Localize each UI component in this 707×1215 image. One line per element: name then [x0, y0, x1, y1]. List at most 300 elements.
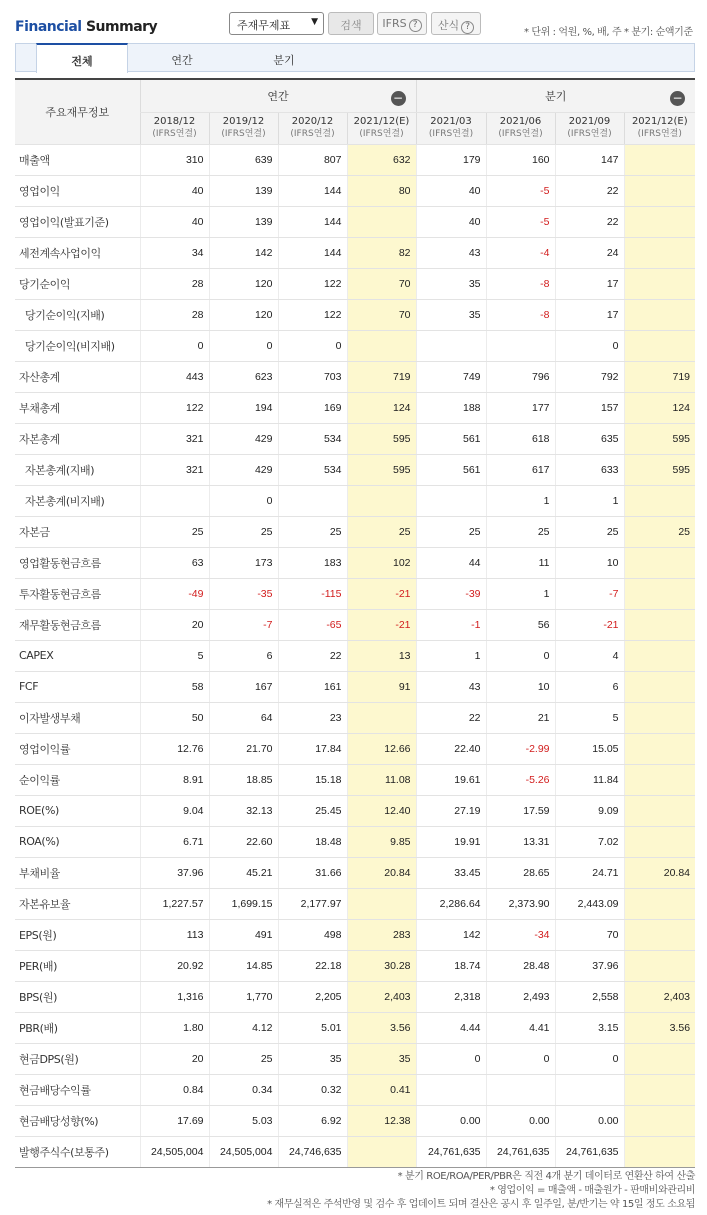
- table-cell: 623: [209, 361, 278, 392]
- table-cell: 2,403: [347, 981, 416, 1012]
- row-label: 자산총계: [15, 361, 140, 392]
- row-label: 현금배당성향(%): [15, 1105, 140, 1136]
- table-cell: 8.91: [140, 764, 209, 795]
- table-cell: -21: [347, 609, 416, 640]
- table-cell: 12.76: [140, 733, 209, 764]
- table-row: [15, 454, 695, 485]
- table-cell: 160: [486, 144, 555, 175]
- table-cell: -21: [555, 609, 624, 640]
- table-cell: 25: [209, 1043, 278, 1074]
- table-cell: 1,227.57: [140, 888, 209, 919]
- table-cell: 169: [278, 392, 347, 423]
- table-cell: [347, 206, 416, 237]
- table-cell: 14.85: [209, 950, 278, 981]
- column-basis: (IFRS연결): [498, 129, 543, 139]
- table-cell: 10: [486, 671, 555, 702]
- table-cell: 15.18: [278, 764, 347, 795]
- table-cell: 0.34: [209, 1074, 278, 1105]
- table-cell: [486, 1074, 555, 1105]
- column-period: 2019/12: [222, 116, 265, 127]
- table-row: [15, 1012, 695, 1043]
- table-cell: 0.00: [416, 1105, 486, 1136]
- tab-annual[interactable]: 연간: [171, 54, 193, 67]
- row-label: FCF: [15, 671, 140, 702]
- row-label: 세전계속사업이익: [15, 237, 140, 268]
- table-cell: -5: [486, 206, 555, 237]
- chevron-down-icon: ▼: [311, 17, 318, 27]
- ifrs-help-button[interactable]: [377, 12, 427, 35]
- table-row: [15, 299, 695, 330]
- table-cell: [347, 485, 416, 516]
- table-row: [15, 361, 695, 392]
- table-cell: -5.26: [486, 764, 555, 795]
- annual-group-label: 연간: [267, 89, 289, 103]
- table-cell: 561: [416, 454, 486, 485]
- row-label: 당기순이익(비지배): [15, 330, 140, 361]
- table-row: [15, 857, 695, 888]
- table-cell: 1,770: [209, 981, 278, 1012]
- table-cell: [624, 268, 695, 299]
- table-cell: 50: [140, 702, 209, 733]
- table-cell: 25: [209, 516, 278, 547]
- table-row: [15, 950, 695, 981]
- table-cell: 0: [140, 330, 209, 361]
- table-cell: 719: [624, 361, 695, 392]
- table-cell: [624, 702, 695, 733]
- table-cell: 44: [416, 547, 486, 578]
- column-basis: (IFRS연결): [290, 129, 335, 139]
- table-cell: 13.31: [486, 826, 555, 857]
- table-cell: 617: [486, 454, 555, 485]
- table-cell: 17.84: [278, 733, 347, 764]
- row-label: EPS(원): [15, 919, 140, 950]
- table-cell: -5: [486, 175, 555, 206]
- table-cell: 25: [486, 516, 555, 547]
- table-cell: 11.08: [347, 764, 416, 795]
- table-cell: 113: [140, 919, 209, 950]
- quarter-group-header: [416, 79, 695, 112]
- table-cell: 28.48: [486, 950, 555, 981]
- table-cell: 7.02: [555, 826, 624, 857]
- table-row: [15, 795, 695, 826]
- table-row: [15, 237, 695, 268]
- statement-select[interactable]: [229, 12, 324, 35]
- table-cell: 2,403: [624, 981, 695, 1012]
- table-cell: 0: [486, 1043, 555, 1074]
- table-cell: 5: [555, 702, 624, 733]
- table-cell: 35: [416, 299, 486, 330]
- table-cell: 13: [347, 640, 416, 671]
- table-cell: 139: [209, 175, 278, 206]
- table-cell: 19.91: [416, 826, 486, 857]
- row-label: 자본유보율: [15, 888, 140, 919]
- table-cell: 534: [278, 423, 347, 454]
- table-cell: 188: [416, 392, 486, 423]
- row-label: 영업이익: [15, 175, 140, 206]
- table-cell: 3.15: [555, 1012, 624, 1043]
- table-cell: [347, 1136, 416, 1167]
- table-cell: 0: [209, 485, 278, 516]
- column-basis: (IFRS연결): [152, 129, 197, 139]
- row-label: 부채비율: [15, 857, 140, 888]
- column-period: 2021/12(E): [353, 116, 410, 127]
- table-cell: 144: [278, 237, 347, 268]
- footnote: * 영업이익 = 매출액 - 매출원가 - 판매비와관리비: [489, 1185, 695, 1196]
- table-cell: 17: [555, 299, 624, 330]
- table-cell: 0.00: [486, 1105, 555, 1136]
- table-cell: 40: [416, 175, 486, 206]
- row-label: 영업이익률: [15, 733, 140, 764]
- table-cell: 124: [347, 392, 416, 423]
- footnotes: [267, 1170, 695, 1212]
- column-period: 2021/03: [430, 116, 472, 127]
- table-cell: 5.03: [209, 1105, 278, 1136]
- table-cell: 595: [347, 423, 416, 454]
- table-cell: 22: [416, 702, 486, 733]
- table-cell: 595: [624, 423, 695, 454]
- table-row: [15, 485, 695, 516]
- table-cell: 40: [416, 206, 486, 237]
- table-row: [15, 175, 695, 206]
- table-cell: [278, 485, 347, 516]
- table-cell: 91: [347, 671, 416, 702]
- table-cell: 4.44: [416, 1012, 486, 1043]
- table-row: [15, 671, 695, 702]
- table-cell: [624, 640, 695, 671]
- table-cell: 30.28: [347, 950, 416, 981]
- table-cell: 9.09: [555, 795, 624, 826]
- table-cell: 1: [486, 485, 555, 516]
- table-cell: [624, 330, 695, 361]
- row-label: 매출액: [15, 144, 140, 175]
- table-row: [15, 981, 695, 1012]
- table-cell: 177: [486, 392, 555, 423]
- table-row: [15, 919, 695, 950]
- table-cell: [416, 330, 486, 361]
- table-cell: 5: [140, 640, 209, 671]
- table-cell: 25: [278, 516, 347, 547]
- table-cell: [416, 485, 486, 516]
- row-label: 영업이익(발표기준): [15, 206, 140, 237]
- table-cell: 80: [347, 175, 416, 206]
- table-cell: 28: [140, 299, 209, 330]
- column-basis: (IFRS연결): [567, 129, 612, 139]
- table-row: [15, 1105, 695, 1136]
- table-cell: 122: [140, 392, 209, 423]
- table-cell: 2,443.09: [555, 888, 624, 919]
- table-cell: 37.96: [140, 857, 209, 888]
- table-cell: 1,316: [140, 981, 209, 1012]
- table-cell: 64: [209, 702, 278, 733]
- table-cell: -1: [416, 609, 486, 640]
- table-cell: 144: [278, 175, 347, 206]
- table-cell: 1.80: [140, 1012, 209, 1043]
- table-cell: 24,505,004: [209, 1136, 278, 1167]
- table-cell: 70: [347, 268, 416, 299]
- row-label: 당기순이익(지배): [15, 299, 140, 330]
- row-label: 자본금: [15, 516, 140, 547]
- table-cell: 20.84: [347, 857, 416, 888]
- unit-note: * 단위 : 억원, %, 배, 주 * 분기: 순액기준: [524, 27, 693, 38]
- table-row: [15, 609, 695, 640]
- table-cell: 719: [347, 361, 416, 392]
- table-cell: [624, 764, 695, 795]
- table-row: [15, 206, 695, 237]
- table-cell: [624, 237, 695, 268]
- table-row: [15, 547, 695, 578]
- table-cell: [624, 175, 695, 206]
- table-cell: 144: [278, 206, 347, 237]
- table-row: [15, 423, 695, 454]
- table-cell: [624, 733, 695, 764]
- table-cell: 635: [555, 423, 624, 454]
- table-cell: 124: [624, 392, 695, 423]
- table-cell: 429: [209, 454, 278, 485]
- top-bar: [0, 0, 707, 44]
- row-label: 현금DPS(원): [15, 1043, 140, 1074]
- table-cell: 2,318: [416, 981, 486, 1012]
- table-cell: 595: [624, 454, 695, 485]
- table-cell: 1: [416, 640, 486, 671]
- table-cell: 35: [278, 1043, 347, 1074]
- table-cell: 161: [278, 671, 347, 702]
- table-cell: 0: [416, 1043, 486, 1074]
- footnote: * 재무실적은 주석반영 및 검수 후 업데이트 되며 결산은 공시 후 일주일, 분/반기는 약 15일 정도 소요됨: [267, 1199, 695, 1210]
- table-cell: 6: [555, 671, 624, 702]
- table-cell: 19.61: [416, 764, 486, 795]
- table-cell: 6.71: [140, 826, 209, 857]
- table-cell: 25: [140, 516, 209, 547]
- table-row: [15, 1136, 695, 1167]
- table-cell: 24,746,635: [278, 1136, 347, 1167]
- table-row: [15, 516, 695, 547]
- table-cell: 443: [140, 361, 209, 392]
- formula-label: 산식: [437, 19, 460, 32]
- table-cell: 122: [278, 299, 347, 330]
- row-label: ROA(%): [15, 826, 140, 857]
- table-cell: 0: [486, 640, 555, 671]
- table-cell: [624, 144, 695, 175]
- table-cell: 18.48: [278, 826, 347, 857]
- table-cell: 534: [278, 454, 347, 485]
- column-header: [209, 112, 278, 144]
- table-cell: 45.21: [209, 857, 278, 888]
- table-cell: 429: [209, 423, 278, 454]
- table-cell: 20: [140, 609, 209, 640]
- page-title: [15, 19, 157, 35]
- table-cell: 58: [140, 671, 209, 702]
- table-cell: 633: [555, 454, 624, 485]
- table-row: [15, 144, 695, 175]
- table-cell: 0: [278, 330, 347, 361]
- column-basis: (IFRS연결): [221, 129, 266, 139]
- table-cell: [624, 547, 695, 578]
- table-cell: [624, 671, 695, 702]
- table-cell: [624, 888, 695, 919]
- table-row: [15, 330, 695, 361]
- table-cell: 2,205: [278, 981, 347, 1012]
- table-cell: 21.70: [209, 733, 278, 764]
- table-row: [15, 640, 695, 671]
- table-cell: 20.84: [624, 857, 695, 888]
- table-cell: 142: [416, 919, 486, 950]
- table-cell: -4: [486, 237, 555, 268]
- table-cell: 4.41: [486, 1012, 555, 1043]
- column-header: [140, 112, 209, 144]
- row-label: 현금배당수익률: [15, 1074, 140, 1105]
- table-cell: 3.56: [624, 1012, 695, 1043]
- quarter-group-label: 분기: [545, 89, 567, 103]
- table-cell: 0: [555, 1043, 624, 1074]
- table-cell: 0.41: [347, 1074, 416, 1105]
- search-button[interactable]: [328, 12, 374, 35]
- table-cell: 10: [555, 547, 624, 578]
- table-cell: 122: [278, 268, 347, 299]
- table-cell: 5.01: [278, 1012, 347, 1043]
- table-cell: 70: [347, 299, 416, 330]
- table-cell: 22: [278, 640, 347, 671]
- table-cell: 2,286.64: [416, 888, 486, 919]
- table-cell: [416, 1074, 486, 1105]
- row-label: 부채총계: [15, 392, 140, 423]
- row-label: PBR(배): [15, 1012, 140, 1043]
- table-cell: 11: [486, 547, 555, 578]
- table-cell: [624, 485, 695, 516]
- table-cell: 157: [555, 392, 624, 423]
- table-cell: 173: [209, 547, 278, 578]
- table-cell: 9.04: [140, 795, 209, 826]
- table-cell: [140, 485, 209, 516]
- row-label: 자본총계(비지배): [15, 485, 140, 516]
- row-header: 주요재무정보: [15, 79, 140, 144]
- formula-help-button[interactable]: [431, 12, 481, 35]
- table-cell: 24.71: [555, 857, 624, 888]
- table-row: [15, 888, 695, 919]
- collapse-quarter-icon[interactable]: −: [670, 91, 685, 106]
- table-row: [15, 1074, 695, 1105]
- statement-select-value: 주재무제표: [237, 19, 291, 32]
- table-cell: 18.85: [209, 764, 278, 795]
- table-cell: -34: [486, 919, 555, 950]
- table-cell: 120: [209, 268, 278, 299]
- table-cell: [624, 1043, 695, 1074]
- tab-quarter[interactable]: 분기: [273, 54, 295, 67]
- table-cell: 9.85: [347, 826, 416, 857]
- table-cell: 561: [416, 423, 486, 454]
- table-cell: 24,761,635: [416, 1136, 486, 1167]
- table-row: [15, 764, 695, 795]
- table-cell: 37.96: [555, 950, 624, 981]
- column-basis: (IFRS연결): [637, 129, 682, 139]
- table-cell: 25: [416, 516, 486, 547]
- table-cell: 22.60: [209, 826, 278, 857]
- table-cell: 35: [347, 1043, 416, 1074]
- table-row: [15, 392, 695, 423]
- table-cell: 179: [416, 144, 486, 175]
- table-cell: 17.69: [140, 1105, 209, 1136]
- table-cell: 142: [209, 237, 278, 268]
- table-cell: 21: [486, 702, 555, 733]
- table-cell: [624, 1074, 695, 1105]
- table-cell: 321: [140, 454, 209, 485]
- table-cell: [486, 330, 555, 361]
- column-header: [278, 112, 347, 144]
- table-cell: [624, 826, 695, 857]
- table-cell: 28.65: [486, 857, 555, 888]
- table-cell: 24,505,004: [140, 1136, 209, 1167]
- column-period: 2018/12: [153, 116, 196, 127]
- column-period: 2021/09: [568, 116, 611, 127]
- table-cell: [624, 299, 695, 330]
- table-cell: 498: [278, 919, 347, 950]
- financial-summary-table: [15, 78, 695, 1168]
- column-period: 2021/06: [499, 116, 542, 127]
- table-cell: 70: [555, 919, 624, 950]
- table-cell: 183: [278, 547, 347, 578]
- table-cell: 25: [624, 516, 695, 547]
- table-cell: [624, 1136, 695, 1167]
- table-cell: 167: [209, 671, 278, 702]
- table-cell: 17: [555, 268, 624, 299]
- row-label: 자본총계(지배): [15, 454, 140, 485]
- table-cell: 20: [140, 1043, 209, 1074]
- table-cell: 25.45: [278, 795, 347, 826]
- column-header: [555, 112, 624, 144]
- table-cell: 283: [347, 919, 416, 950]
- table-cell: 321: [140, 423, 209, 454]
- table-cell: 82: [347, 237, 416, 268]
- row-label: CAPEX: [15, 640, 140, 671]
- row-label: BPS(원): [15, 981, 140, 1012]
- table-cell: 56: [486, 609, 555, 640]
- table-cell: 40: [140, 175, 209, 206]
- table-cell: 43: [416, 237, 486, 268]
- collapse-annual-icon[interactable]: −: [391, 91, 406, 106]
- table-cell: -65: [278, 609, 347, 640]
- tab-all[interactable]: 전체: [36, 43, 128, 73]
- table-cell: 0: [209, 330, 278, 361]
- table-cell: 595: [347, 454, 416, 485]
- column-period: 2021/12(E): [631, 116, 688, 127]
- table-cell: [624, 950, 695, 981]
- table-cell: -115: [278, 578, 347, 609]
- question-icon: ?: [461, 21, 474, 34]
- table-cell: 147: [555, 144, 624, 175]
- table-cell: 6.92: [278, 1105, 347, 1136]
- table-cell: 12.38: [347, 1105, 416, 1136]
- table-cell: 12.40: [347, 795, 416, 826]
- tab-bar: [15, 43, 695, 72]
- row-label: 발행주식수(보통주): [15, 1136, 140, 1167]
- table-row: [15, 733, 695, 764]
- table-cell: 23: [278, 702, 347, 733]
- title-part2: Summary: [85, 19, 158, 35]
- footnote: * 분기 ROE/ROA/PER/PBR은 직전 4개 분기 데이터로 연환산 하여 산출: [397, 1171, 695, 1182]
- table-cell: 0.00: [555, 1105, 624, 1136]
- table-cell: -8: [486, 299, 555, 330]
- row-label: 재무활동현금흐름: [15, 609, 140, 640]
- ifrs-label: IFRS: [382, 17, 407, 30]
- table-cell: 139: [209, 206, 278, 237]
- table-cell: 24,761,635: [555, 1136, 624, 1167]
- table-cell: 792: [555, 361, 624, 392]
- table-cell: 24: [555, 237, 624, 268]
- table-cell: -39: [416, 578, 486, 609]
- table-cell: 6: [209, 640, 278, 671]
- row-label: 영업활동현금흐름: [15, 547, 140, 578]
- table-cell: 43: [416, 671, 486, 702]
- table-cell: 2,493: [486, 981, 555, 1012]
